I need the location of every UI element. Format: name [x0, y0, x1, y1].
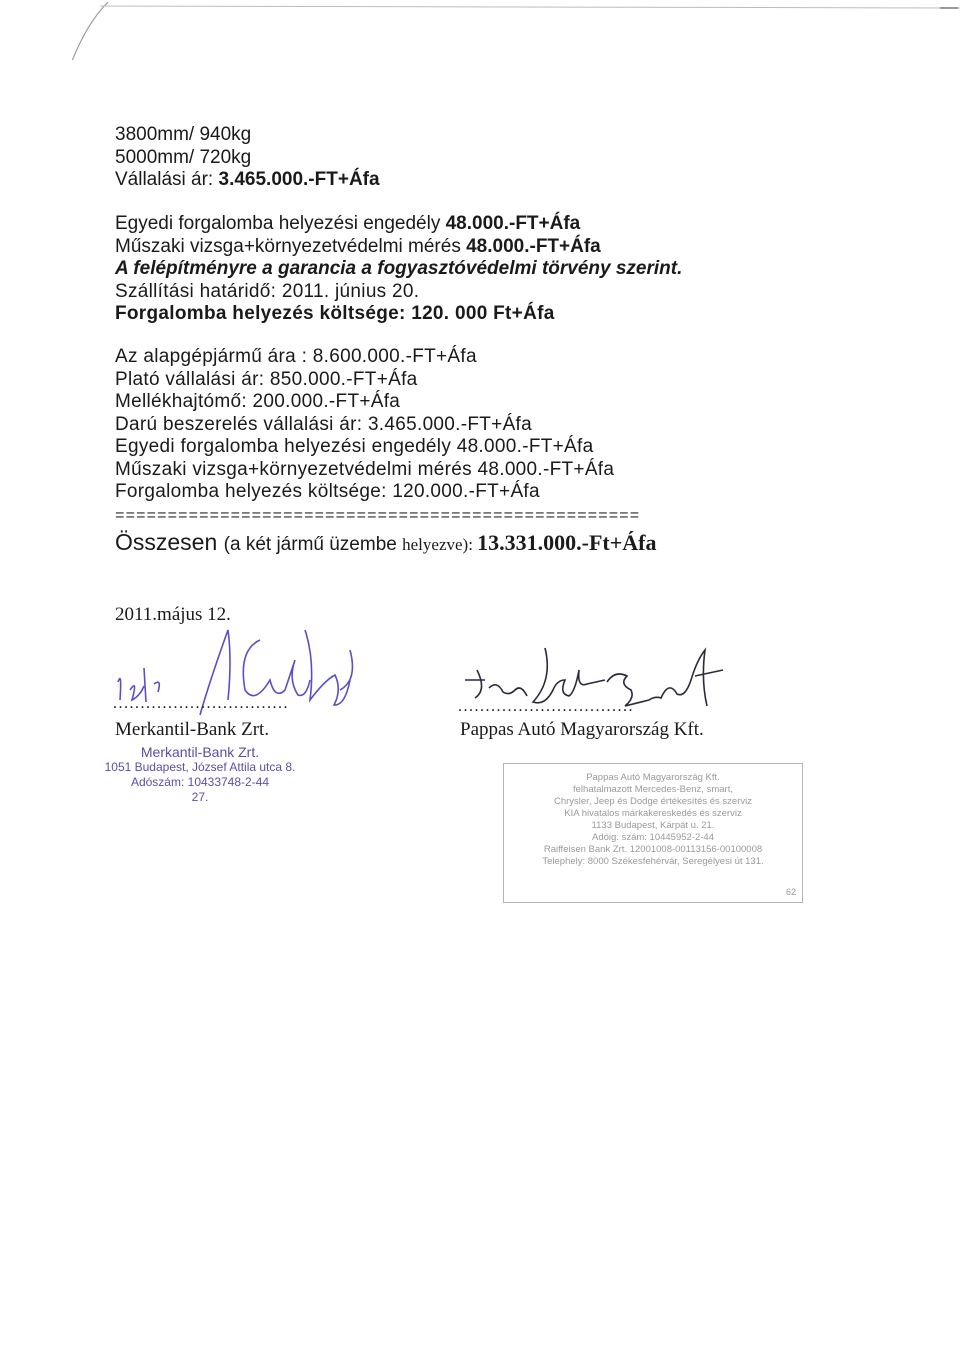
company-stamp-line: Chrysler, Jeep és Dodge értékesítés és szerviz — [553, 796, 752, 807]
bank-stamp-line-4: 27. — [191, 790, 209, 804]
summary-line: Forgalomba helyezés költsége: 120.000.-FT+Áfa — [115, 481, 540, 502]
weight-line-1: 3800mm/ 940kg — [115, 124, 252, 145]
bank-stamp-line-2: 1051 Budapest, József Attila utca 8. — [104, 760, 296, 774]
bank-stamp-line-3: Adószám: 10433748-2-44 — [130, 775, 270, 789]
scan-edge-marks — [0, 0, 960, 60]
crane-price-value: 3.465.000.-FT+Áfa — [218, 169, 380, 190]
summary-line: Darú beszerelés vállalási ár: 3.465.000.-FT+Áfa — [115, 413, 532, 435]
company-stamp-line: Raiffeisen Bank Zrt. 12001008-00113156-00100008 — [543, 844, 763, 855]
left-signatory-name: Merkantil-Bank Zrt. — [115, 719, 270, 740]
company-stamp — [503, 763, 803, 903]
total-paren-open: (a két jármű üzembe — [223, 534, 403, 555]
document-date: 2011.május 12. — [115, 604, 231, 625]
inspection-label: Műszaki vizsga+környezetvédelmi mérés — [115, 235, 467, 257]
bank-stamp — [100, 745, 300, 805]
total-amount: 13.331.000.-Ft+Áfa — [477, 530, 657, 555]
summary-line: Plató vállalási ár: 850.000.-FT+Áfa — [115, 368, 418, 390]
inspection-line — [115, 236, 682, 259]
warranty-line: A felépítményre a garancia a fogyasztóvédelmi törvény szerint. — [115, 258, 683, 279]
company-stamp-line: Adóig. szám: 10445952-2-44 — [592, 832, 714, 843]
crane-price-label: Vállalási ár: — [115, 169, 219, 190]
summary-line: Műszaki vizsga+környezetvédelmi mérés 48.000.-FT+Áfa — [115, 458, 615, 480]
company-stamp-corner-number: 62 — [785, 887, 796, 897]
inspection-value: 48.000.-FT+Áfa — [466, 235, 601, 257]
delivery-line: Szállítási határidő: 2011. június 20. — [115, 280, 420, 302]
registration-label: Egyedi forgalomba helyezési engedély — [115, 213, 446, 234]
total-label: Összesen — [115, 529, 224, 555]
bank-stamp-line-1: Merkantil-Bank Zrt. — [140, 744, 260, 760]
right-signature-dots: ................................ — [458, 698, 634, 715]
summary-block — [115, 346, 614, 504]
weight-line-2: 5000mm/ 720kg — [115, 146, 252, 168]
separator-block — [115, 506, 685, 526]
summary-line: Az alapgépjármű ára : 8.600.000.-FT+Áfa — [115, 346, 477, 367]
summary-line: Mellékhajtómő: 200.000.-FT+Áfa — [115, 391, 401, 412]
company-stamp-line: KIA hivatalos márkakereskedés és szerviz — [564, 808, 742, 819]
weights-block — [115, 124, 380, 192]
company-stamp-line: Telephely: 8000 Székesfehérvár, Seregélyesi út 131. — [542, 856, 764, 867]
company-stamp-line: Pappas Autó Magyarország Kft. — [586, 772, 720, 783]
summary-line: Egyedi forgalomba helyezési engedély 48.000.-FT+Áfa — [115, 436, 594, 457]
company-stamp-line: 1133 Budapest, Kárpát u. 21. — [591, 820, 715, 831]
placing-cost-line: Forgalomba helyezés költsége: 120. 000 Ft+Áfa — [115, 303, 555, 324]
registration-line — [115, 213, 682, 236]
total-line — [115, 527, 657, 557]
separator-line: ================================================== — [115, 507, 641, 525]
right-signatory-name: Pappas Autó Magyarország Kft. — [460, 719, 704, 740]
registration-value: 48.000.-FT+Áfa — [445, 213, 581, 234]
crane-price-line — [115, 169, 380, 192]
total-paren-word: helyezve — [402, 535, 463, 554]
company-stamp-line: felhatalmazott Mercedes-Benz, smart, — [573, 784, 733, 795]
total-block — [115, 527, 657, 557]
total-paren-close: ): — [462, 535, 478, 554]
left-signature-dots: ................................ — [113, 695, 289, 712]
conditions-block — [115, 213, 682, 326]
